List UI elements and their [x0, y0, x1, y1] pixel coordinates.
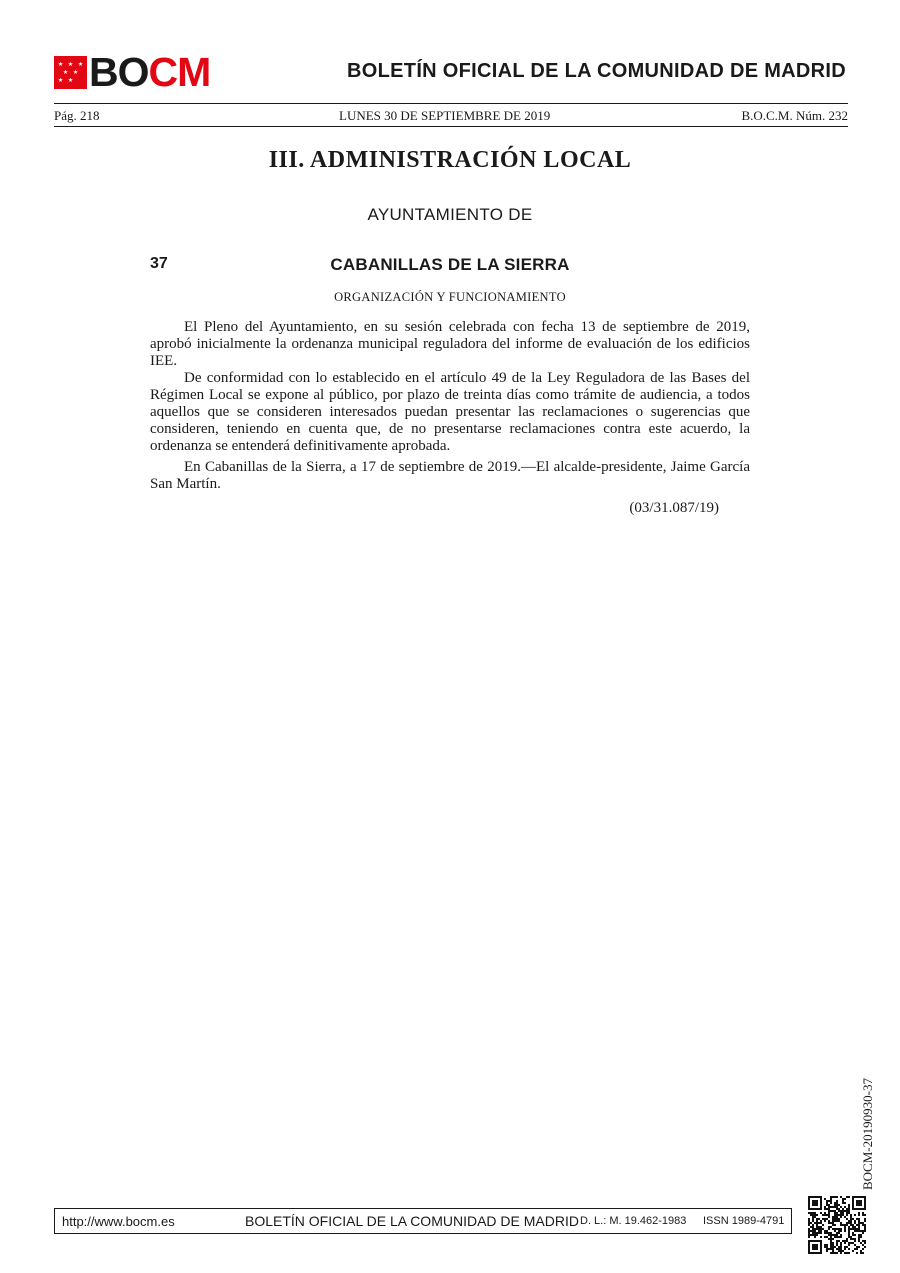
entity-name: CABANILLAS DE LA SIERRA [330, 255, 570, 274]
page-number: Pág. 218 [54, 108, 100, 123]
header-rule-bottom [54, 126, 848, 127]
qr-code-icon [808, 1196, 866, 1254]
bocm-logo [54, 49, 211, 95]
issue-date: LUNES 30 DE SEPTIEMBRE DE 2019 [339, 108, 551, 123]
header-rule-top [54, 103, 848, 104]
section-title: III. ADMINISTRACIÓN LOCAL [268, 147, 632, 173]
notice-body [150, 319, 750, 493]
document-code-text: BOCM-20190930-37 [860, 1078, 875, 1190]
logo-wordmark: BOCM [89, 49, 211, 95]
footer-issn: ISSN 1989-4791 [703, 1215, 785, 1227]
entity-type: AYUNTAMIENTO DE [367, 205, 533, 224]
notice-number: 37 [150, 255, 168, 272]
notice-subject: ORGANIZACIÓN Y FUNCIONAMIENTO [334, 290, 566, 304]
footer-title: BOLETÍN OFICIAL DE LA COMUNIDAD DE MADRID [245, 1213, 579, 1229]
issue-number: B.O.C.M. Núm. 232 [741, 108, 848, 123]
document-code [860, 1040, 880, 1190]
madrid-flag-icon [54, 56, 87, 89]
body-paragraph: En Cabanillas de la Sierra, a 17 de septiembre de 2019.—El alcalde-presidente, Jaime García San Martín. [150, 459, 750, 492]
notice-reference: (03/31.087/19) [629, 500, 719, 516]
footer-url[interactable]: http://www.bocm.es [62, 1214, 175, 1229]
body-paragraph: De conformidad con lo establecido en el artículo 49 de la Ley Reguladora de las Bases del Régimen Local se expone al público, por plazo de treinta días como trámite de audiencia, a todos aquellos que se consideren interesados puedan presentar las reclamaciones o sugerencias que consideren, teniendo en cuenta que, de no presentarse reclamaciones contra este acuerdo, la ordenanza se entenderá definitivamente aprobada. [150, 370, 750, 454]
masthead-title: BOLETÍN OFICIAL DE LA COMUNIDAD DE MADRID [347, 60, 846, 82]
body-paragraph: El Pleno del Ayuntamiento, en su sesión celebrada con fecha 13 de septiembre de 2019, aprobó inicialmente la ordenanza municipal reguladora del informe de evaluación de los edificios IEE. [150, 319, 750, 369]
footer-legal-deposit: D. L.: M. 19.462-1983 [580, 1215, 687, 1227]
